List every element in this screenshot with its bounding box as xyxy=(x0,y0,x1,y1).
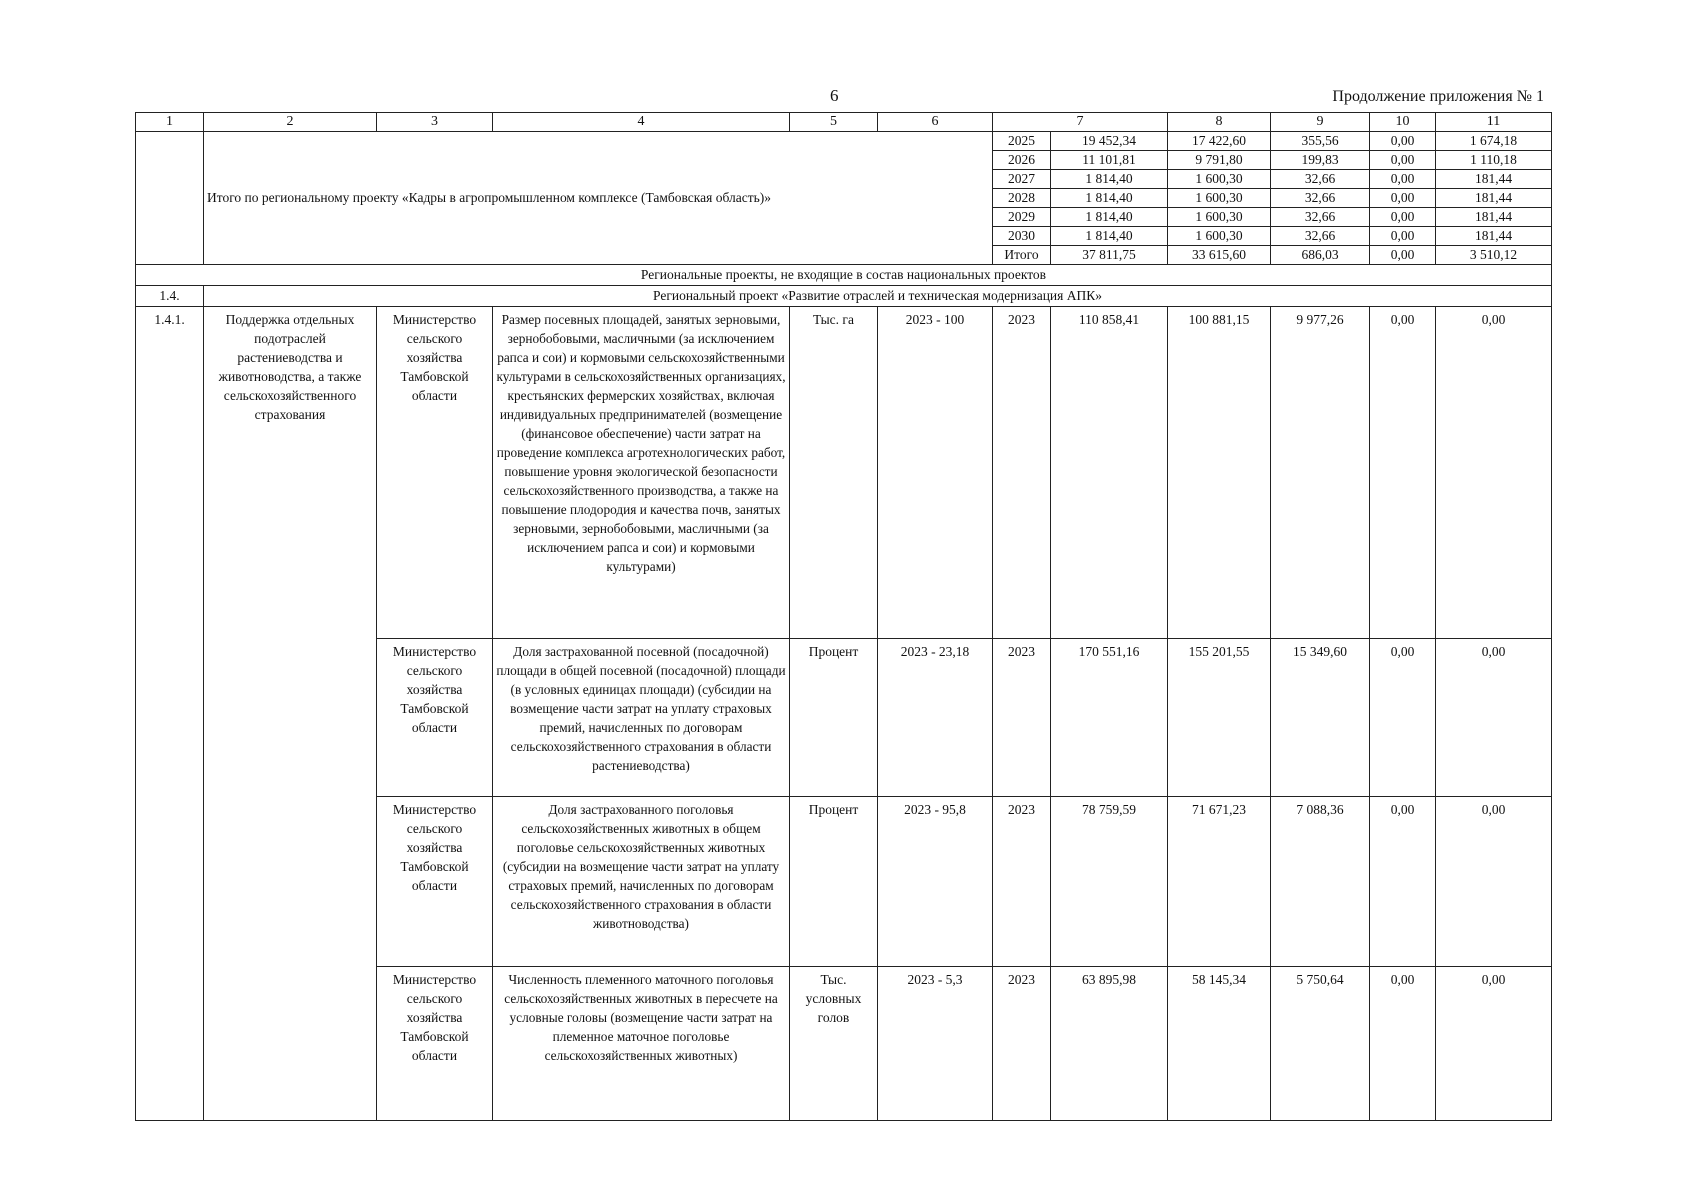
entry-value-9: 9 977,26 xyxy=(1271,307,1370,639)
unit: Тыс. га xyxy=(790,307,878,639)
entry-value-7: 78 759,59 xyxy=(1051,797,1168,967)
total-value-9: 32,66 xyxy=(1271,170,1370,189)
page-number: 6 xyxy=(830,86,839,105)
total-value-7: 11 101,81 xyxy=(1051,151,1168,170)
total-value-8: 1 600,30 xyxy=(1168,208,1271,227)
entry-year: 2023 xyxy=(993,307,1051,639)
total-year: 2029 xyxy=(993,208,1051,227)
entry-value-11: 0,00 xyxy=(1436,639,1552,797)
regional-total-label: Итого по региональному проекту «Кадры в агропромышленном комплексе (Тамбовская область)» xyxy=(204,132,993,265)
entry-value-8: 71 671,23 xyxy=(1168,797,1271,967)
total-value-11: 181,44 xyxy=(1436,227,1552,246)
total-value-10: 0,00 xyxy=(1370,208,1436,227)
col-header-10: 10 xyxy=(1370,113,1436,132)
total-value-11: 1 674,18 xyxy=(1436,132,1552,151)
project-row xyxy=(136,286,1552,307)
entry-value-7: 63 895,98 xyxy=(1051,967,1168,1121)
total-value-7: 19 452,34 xyxy=(1051,132,1168,151)
unit: Процент xyxy=(790,639,878,797)
measure-number: 1.4.1. xyxy=(136,307,204,1121)
executor: Министерство сельского хозяйства Тамбовской области xyxy=(377,797,493,967)
col-header-8: 8 xyxy=(1168,113,1271,132)
col-header-6: 6 xyxy=(878,113,993,132)
entry-value-10: 0,00 xyxy=(1370,639,1436,797)
entry-year: 2023 xyxy=(993,639,1051,797)
budget-table xyxy=(135,112,1552,1121)
entry-value-10: 0,00 xyxy=(1370,967,1436,1121)
total-value-9: 32,66 xyxy=(1271,189,1370,208)
entry-value-8: 58 145,34 xyxy=(1168,967,1271,1121)
target-value: 2023 - 100 xyxy=(878,307,993,639)
col-header-1: 1 xyxy=(136,113,204,132)
total-value-9: 355,56 xyxy=(1271,132,1370,151)
total-value-10: 0,00 xyxy=(1370,189,1436,208)
total-value-7: 37 811,75 xyxy=(1051,246,1168,265)
total-value-8: 33 615,60 xyxy=(1168,246,1271,265)
total-value-11: 181,44 xyxy=(1436,170,1552,189)
total-value-9: 32,66 xyxy=(1271,208,1370,227)
col-header-4: 4 xyxy=(493,113,790,132)
entry-value-11: 0,00 xyxy=(1436,307,1552,639)
entry-value-7: 170 551,16 xyxy=(1051,639,1168,797)
col-header-3: 3 xyxy=(377,113,493,132)
executor: Министерство сельского хозяйства Тамбовской области xyxy=(377,967,493,1121)
total-year: 2027 xyxy=(993,170,1051,189)
indicator-description: Доля застрахованного поголовья сельскохозяйственных животных в общем поголовье сельскохозяйственных животных (субсидии на возмещение части затрат на уплату страховых премий, начисленных по договорам сельскохозяйственного страхования в области животноводства) xyxy=(493,797,790,967)
total-value-10: 0,00 xyxy=(1370,170,1436,189)
column-number-row xyxy=(136,113,1552,132)
col-header-5: 5 xyxy=(790,113,878,132)
total-value-10: 0,00 xyxy=(1370,151,1436,170)
total-value-7: 1 814,40 xyxy=(1051,189,1168,208)
entry-value-9: 7 088,36 xyxy=(1271,797,1370,967)
total-value-9: 686,03 xyxy=(1271,246,1370,265)
total-value-11: 181,44 xyxy=(1436,189,1552,208)
col-header-9: 9 xyxy=(1271,113,1370,132)
entry-value-7: 110 858,41 xyxy=(1051,307,1168,639)
total-year: Итого xyxy=(993,246,1051,265)
entry-value-10: 0,00 xyxy=(1370,797,1436,967)
total-value-9: 199,83 xyxy=(1271,151,1370,170)
indicator-description: Размер посевных площадей, занятых зерновыми, зернобобовыми, масличными (за исключением рапса и сои) и кормовыми сельскохозяйственными культурами в сельскохозяйственных организациях, крестьянских фермерских хозяйствах, включая индивидуальных предпринимателей (возмещение (финансовое обеспечение) части затрат на проведение комплекса агротехнологических работ, повышение уровня экологической безопасности сельскохозяйственного производства, а также на повышение плодородия и качества почв, занятых зерновыми, зернобобовыми, масличными (за исключением рапса и сои) и кормовыми культурами) xyxy=(493,307,790,639)
total-value-11: 181,44 xyxy=(1436,208,1552,227)
executor: Министерство сельского хозяйства Тамбовской области xyxy=(377,307,493,639)
entry-year: 2023 xyxy=(993,967,1051,1121)
total-value-10: 0,00 xyxy=(1370,132,1436,151)
entry-row xyxy=(136,307,1552,639)
total-value-11: 1 110,18 xyxy=(1436,151,1552,170)
col-header-11: 11 xyxy=(1436,113,1552,132)
total-value-8: 9 791,80 xyxy=(1168,151,1271,170)
total-value-8: 1 600,30 xyxy=(1168,170,1271,189)
total-value-10: 0,00 xyxy=(1370,246,1436,265)
total-blank-cell xyxy=(136,132,204,265)
col-header-2: 2 xyxy=(204,113,377,132)
total-value-7: 1 814,40 xyxy=(1051,170,1168,189)
target-value: 2023 - 23,18 xyxy=(878,639,993,797)
measure-name: Поддержка отдельных подотраслей растениеводства и животноводства, а также сельскохозяйственного страхования xyxy=(204,307,377,1121)
total-year: 2030 xyxy=(993,227,1051,246)
total-value-8: 1 600,30 xyxy=(1168,227,1271,246)
entry-value-11: 0,00 xyxy=(1436,967,1552,1121)
total-year: 2026 xyxy=(993,151,1051,170)
section-row xyxy=(136,265,1552,286)
total-value-10: 0,00 xyxy=(1370,227,1436,246)
total-value-8: 17 422,60 xyxy=(1168,132,1271,151)
entry-value-9: 5 750,64 xyxy=(1271,967,1370,1121)
entry-value-11: 0,00 xyxy=(1436,797,1552,967)
total-value-8: 1 600,30 xyxy=(1168,189,1271,208)
total-value-11: 3 510,12 xyxy=(1436,246,1552,265)
total-value-7: 1 814,40 xyxy=(1051,227,1168,246)
target-value: 2023 - 95,8 xyxy=(878,797,993,967)
target-value: 2023 - 5,3 xyxy=(878,967,993,1121)
executor: Министерство сельского хозяйства Тамбовской области xyxy=(377,639,493,797)
project-title: Региональный проект «Развитие отраслей и техническая модернизация АПК» xyxy=(204,286,1552,307)
total-row xyxy=(136,132,1552,151)
col-header-7: 7 xyxy=(993,113,1168,132)
appendix-continuation-label: Продолжение приложения № 1 xyxy=(1332,88,1544,105)
total-value-9: 32,66 xyxy=(1271,227,1370,246)
unit: Тыс. условных голов xyxy=(790,967,878,1121)
indicator-description: Численность племенного маточного поголовья сельскохозяйственных животных в пересчете на условные головы (возмещение части затрат на племенное маточное поголовье сельскохозяйственных животных) xyxy=(493,967,790,1121)
entry-value-8: 155 201,55 xyxy=(1168,639,1271,797)
entry-value-9: 15 349,60 xyxy=(1271,639,1370,797)
entry-year: 2023 xyxy=(993,797,1051,967)
entry-value-8: 100 881,15 xyxy=(1168,307,1271,639)
indicator-description: Доля застрахованной посевной (посадочной) площади в общей посевной (посадочной) площади (в условных единицах площади) (субсидии на возмещение части затрат на уплату страховых премий, начисленных по договорам сельскохозяйственного страхования в области растениеводства) xyxy=(493,639,790,797)
total-year: 2025 xyxy=(993,132,1051,151)
project-number: 1.4. xyxy=(136,286,204,307)
section-title: Региональные проекты, не входящие в состав национальных проектов xyxy=(136,265,1552,286)
total-year: 2028 xyxy=(993,189,1051,208)
unit: Процент xyxy=(790,797,878,967)
entry-value-10: 0,00 xyxy=(1370,307,1436,639)
total-value-7: 1 814,40 xyxy=(1051,208,1168,227)
